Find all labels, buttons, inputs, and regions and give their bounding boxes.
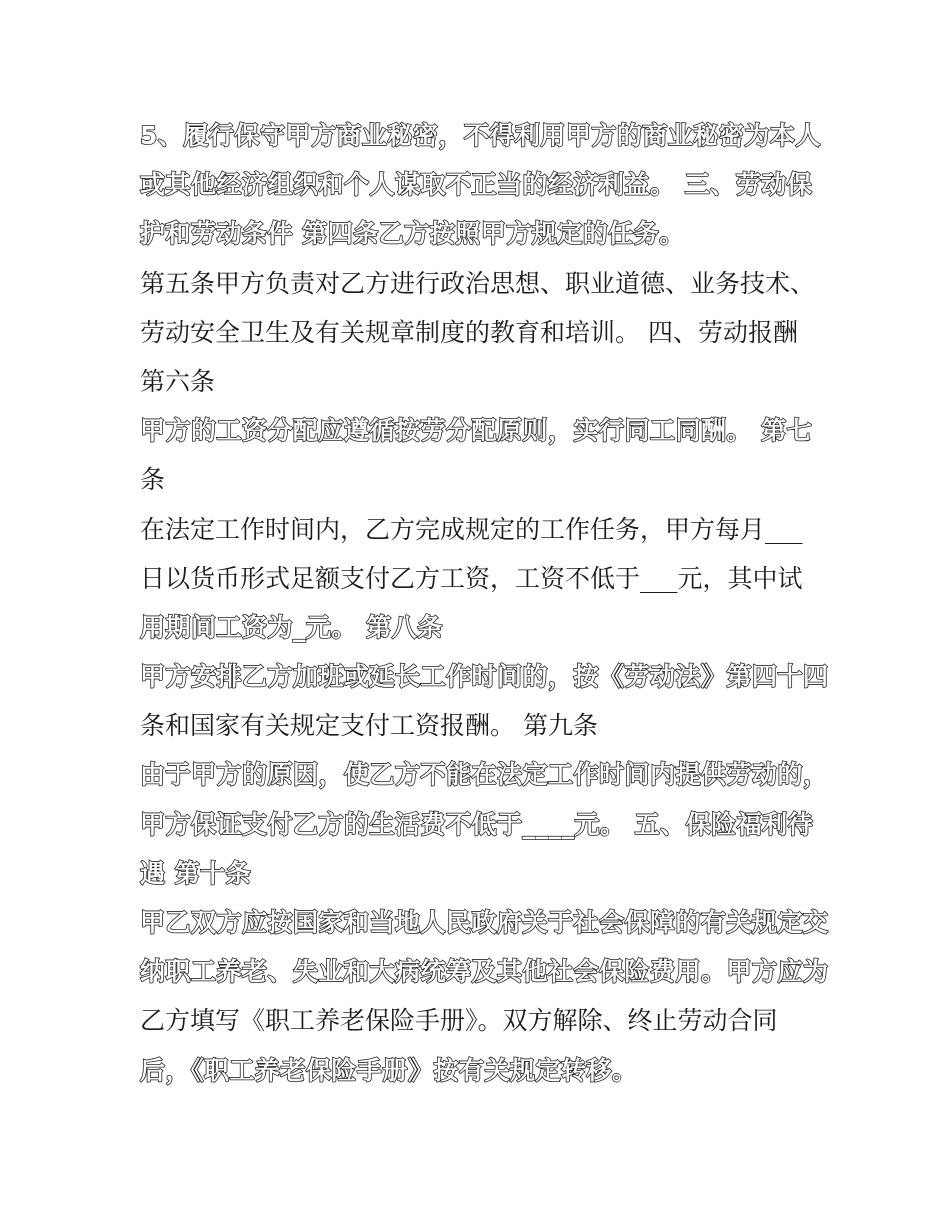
text-line-6: 第六条 — [140, 366, 216, 396]
text-line-4: 第五条甲方负责对乙方进行政治思想、职业道德、业务技术、 — [140, 268, 816, 298]
text-line-8: 条 — [140, 465, 166, 495]
text-line-9: 在法定工作时间内，乙方完成规定的工作任务，甲方每月___ — [140, 514, 803, 544]
text-line-20: 后，《职工养老保险手册》按有关规定转移。 — [140, 1055, 638, 1085]
text-line-16: 遇 第十条 — [140, 858, 252, 888]
text-line-10: 日以货币形式足额支付乙方工资，工资不低于___元，其中试 — [140, 563, 803, 593]
text-line-3: 护和劳动条件 第四条乙方按照甲方规定的任务。 — [140, 219, 685, 249]
text-line-17: 甲乙双方应按国家和当地人民政府关于社会保障的有关规定交 — [140, 908, 829, 937]
text-line-18: 纳职工养老、失业和大病统筹及其他社会保险费用。甲方应为 — [140, 957, 829, 987]
text-line-12: 甲方安排乙方加班或延长工作时间的，按《劳动法》第四十四 — [140, 662, 829, 692]
text-line-5: 劳动安全卫生及有关规章制度的教育和培训。 四、劳动报酬 — [140, 317, 798, 347]
text-line-14: 由于甲方的原因，使乙方不能在法定工作时间内提供劳动的， — [140, 760, 829, 790]
contract-text-block — [140, 111, 829, 1095]
text-line-11: 用期间工资为_元。 第八条 — [140, 612, 443, 642]
text-line-13: 条和国家有关规定支付工资报酬。 第九条 — [140, 711, 598, 741]
text-line-15: 甲方保证支付乙方的生活费不低于____元。 五、保险福利待 — [140, 809, 814, 839]
text-line-7: 甲方的工资分配应遵循按劳分配原则，实行同工同酬。 第七 — [140, 416, 813, 446]
text-line-19: 乙方填写《职工养老保险手册》。双方解除、终止劳动合同 — [140, 1006, 778, 1036]
text-line-2: 或其他经济组织和个人谋取不正当的经济利益。 三、劳动保 — [140, 170, 813, 200]
text-line-1: 5、履行保守甲方商业秘密，不得利用甲方的商业秘密为本人 — [140, 121, 821, 150]
